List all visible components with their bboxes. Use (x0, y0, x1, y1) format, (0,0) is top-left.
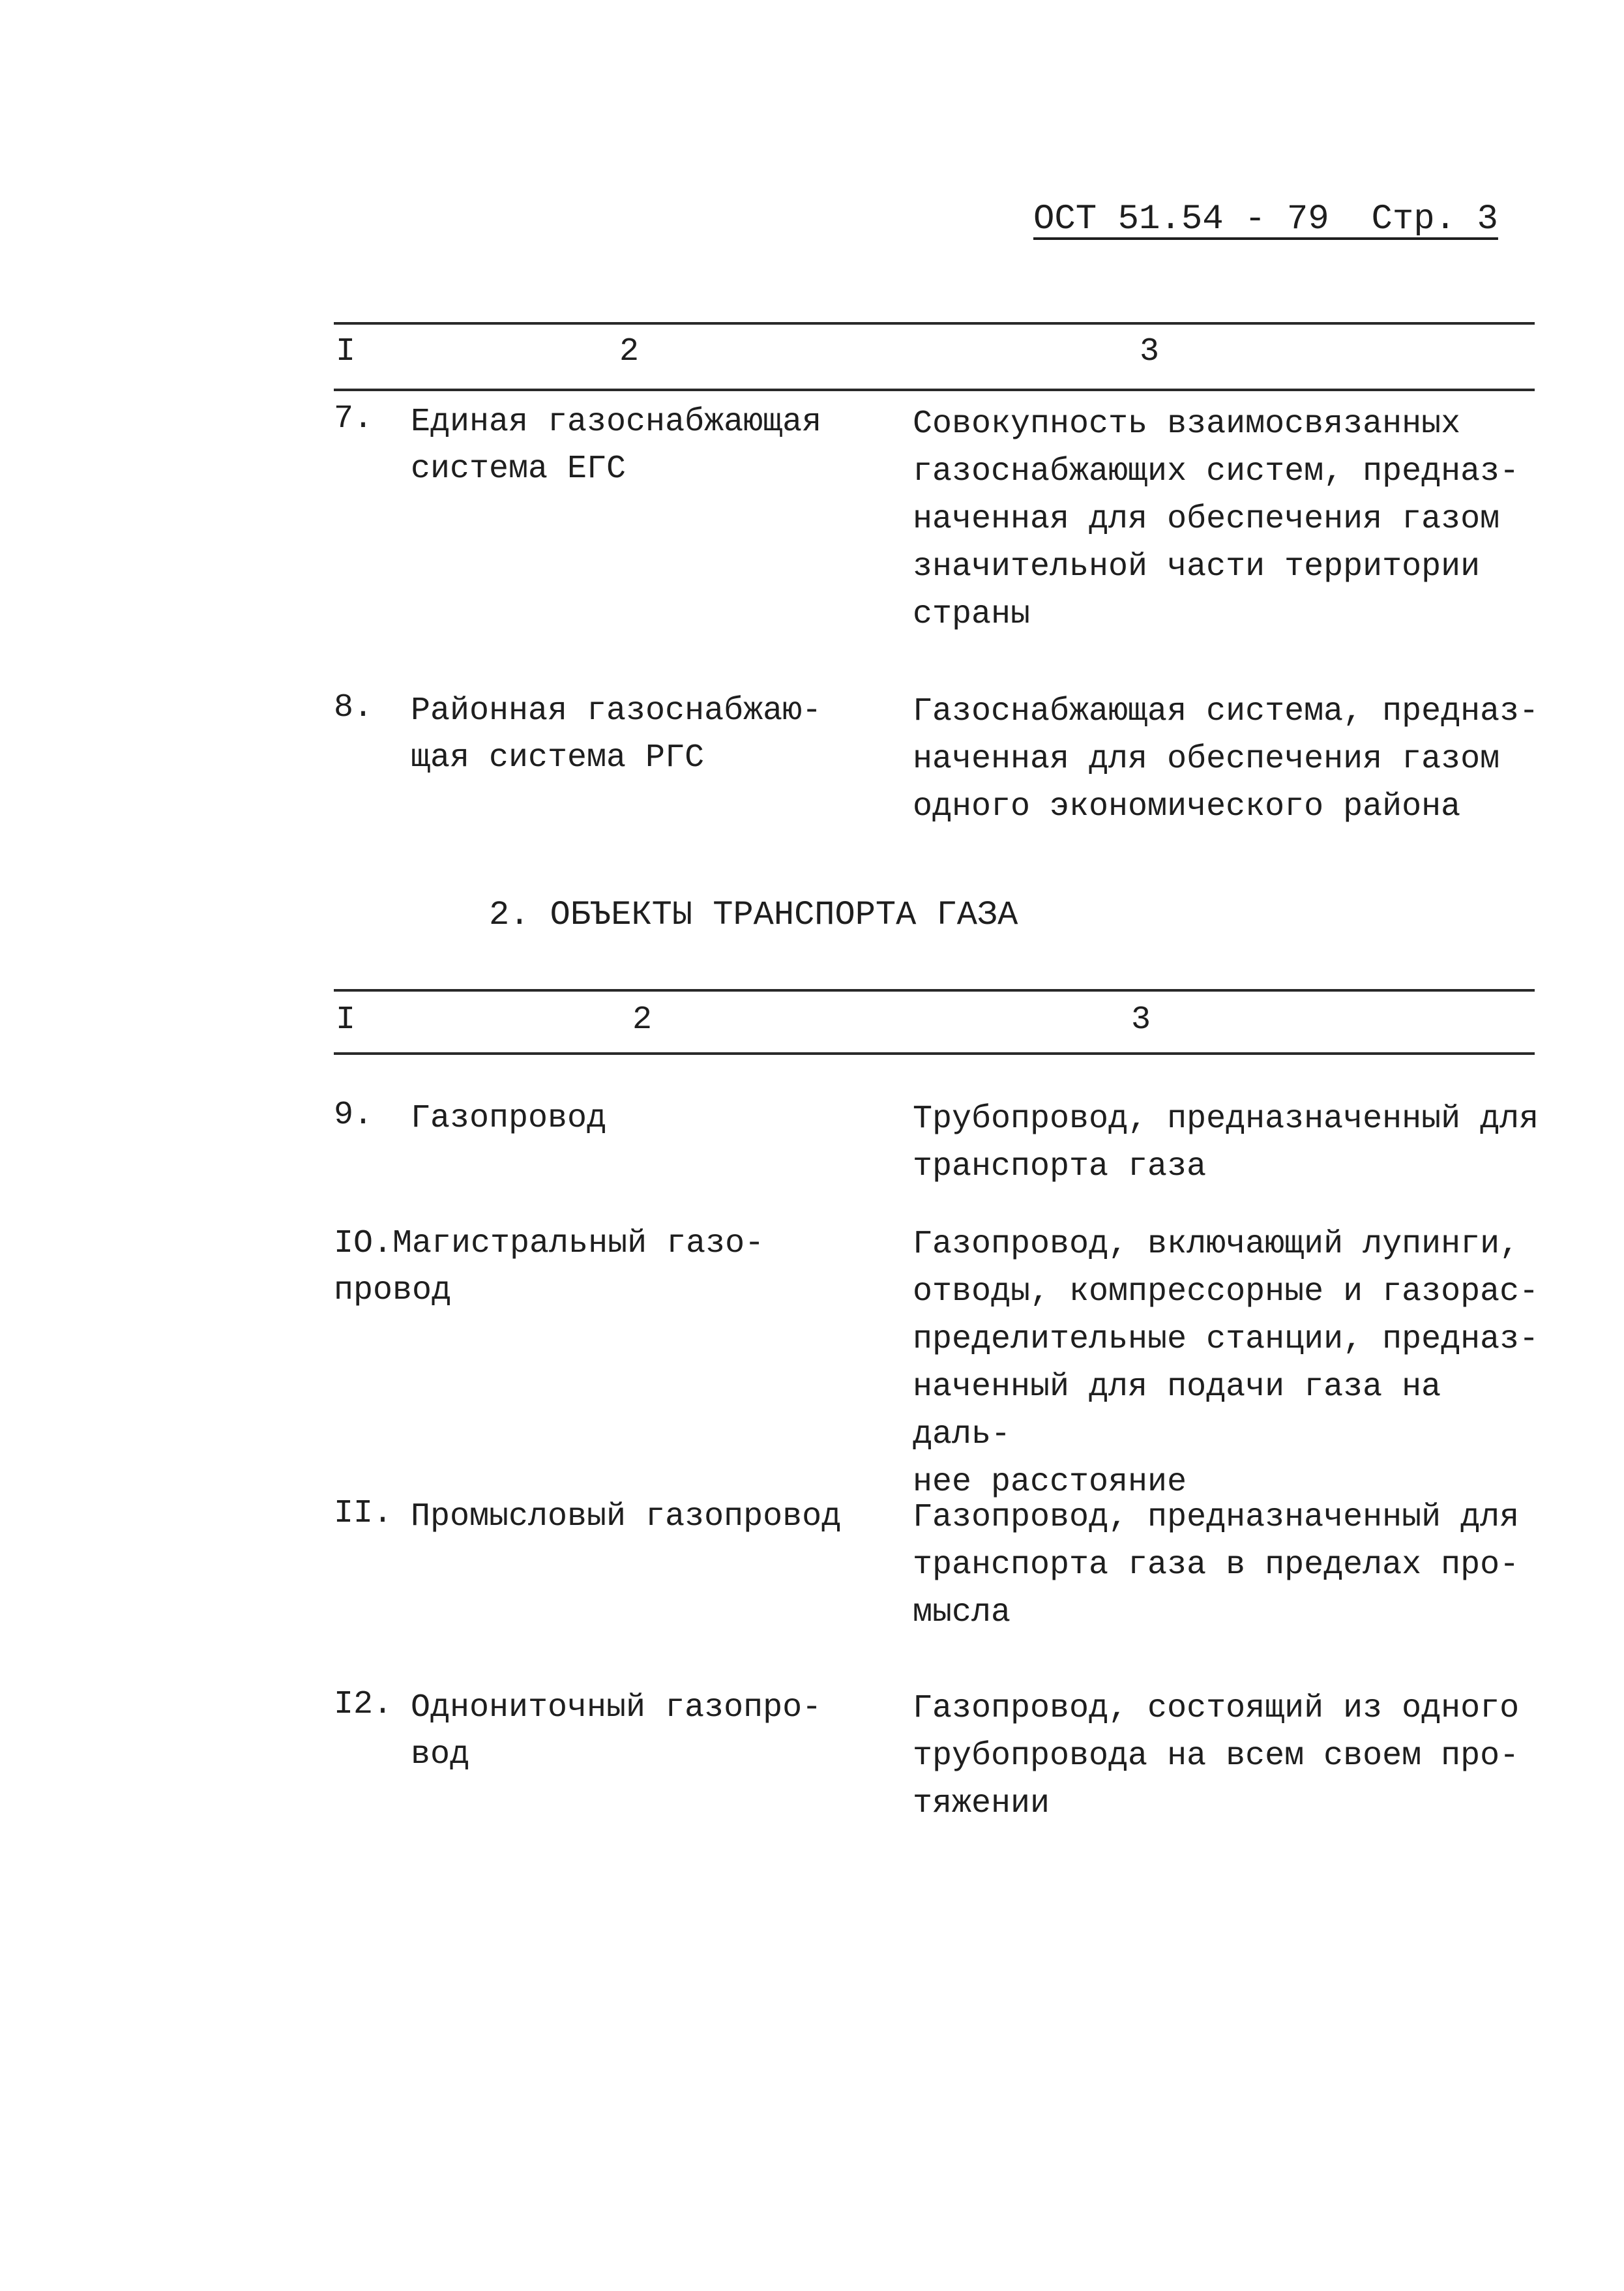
table1-col1-header: I (336, 333, 356, 370)
row-number: 7. (334, 400, 374, 437)
page-header: ОСТ 51.54 - 79 Стр. 3 (1033, 200, 1498, 239)
definition: Газопровод, включающий лупинги, отводы, компрессорные и газорас- пределительные станции, предназ- наченный для подачи газа на даль- нее расстояние (913, 1226, 1539, 1501)
definition: Газопровод, состоящий из одного трубопровода на всем своем про- тяжении (913, 1690, 1520, 1822)
row-number: 9. (334, 1097, 374, 1134)
table1-col2-header: 2 (619, 333, 640, 370)
term: Районная газоснабжаю- щая система РГС (411, 692, 822, 776)
section-title: 2. ОБЪЕКТЫ ТРАНСПОРТА ГАЗА (489, 896, 1018, 934)
term: IO.Магистральный газо- провод (334, 1225, 765, 1309)
term: Единая газоснабжающая система ЕГС (411, 404, 822, 488)
definition: Совокупность взаимосвязанных газоснабжающих систем, предназ- наченная для обеспечения газом значительной части территории страны (913, 406, 1520, 633)
row-number: 8. (334, 689, 374, 726)
definition: Трубопровод, предназначенный для транспорта газа (913, 1101, 1539, 1185)
table2-col1-header: I (336, 1001, 356, 1039)
table1-top-rule (334, 322, 1535, 325)
term: Промысловый газопровод (411, 1498, 842, 1535)
table2-col2-header: 2 (632, 1001, 653, 1039)
table1-col3-header: 3 (1140, 333, 1160, 370)
term: Однониточный газопро- вод (411, 1689, 822, 1773)
definition: Газоснабжающая система, предназ- наченная для обеспечения газом одного экономического района (913, 693, 1539, 825)
table1-header-rule (334, 389, 1535, 391)
row-number: II. (334, 1495, 393, 1532)
definition: Газопровод, предназначенный для транспорта газа в пределах про- мысла (913, 1499, 1520, 1631)
table2-top-rule (334, 989, 1535, 992)
term: Газопровод (411, 1100, 607, 1137)
table2-header-rule (334, 1052, 1535, 1055)
table2-col3-header: 3 (1131, 1001, 1151, 1039)
row-number: I2. (334, 1686, 393, 1723)
